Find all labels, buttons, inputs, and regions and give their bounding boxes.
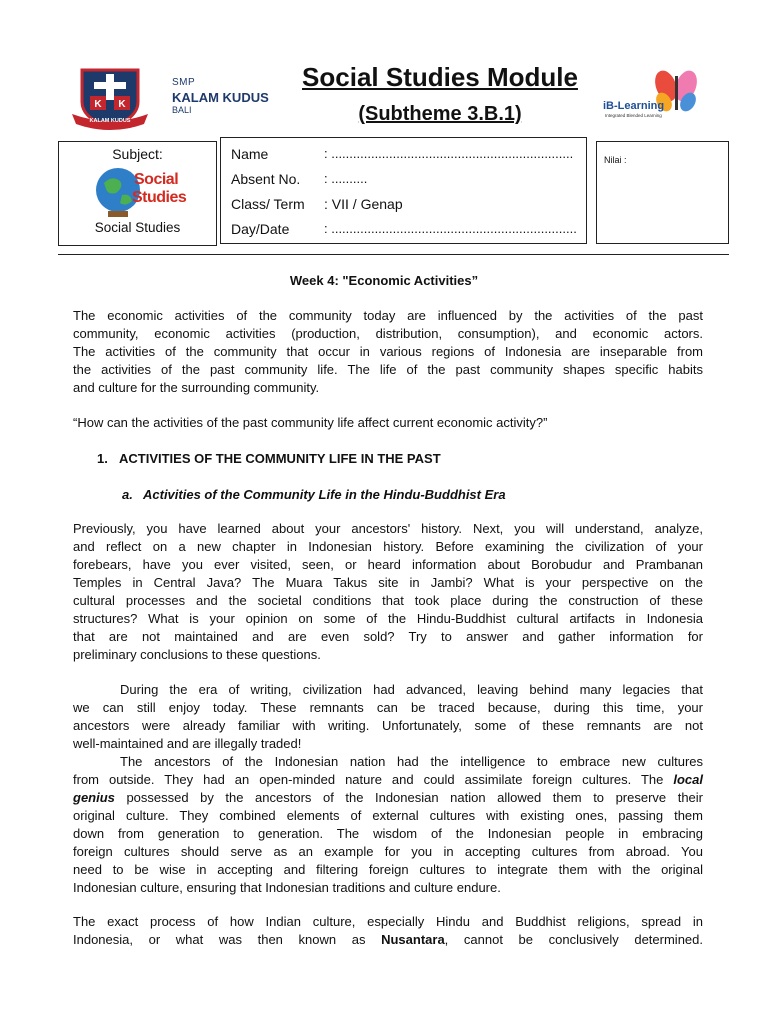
school-logo [70, 66, 150, 132]
paragraph-line: Previously, you have learned about your ancestors' history. Next, you will understand, analyze, [73, 521, 703, 536]
social-studies-logo [94, 165, 187, 219]
paragraph-line: original culture. They combined elements of external cultures with existing ones, passing them [73, 808, 703, 823]
school-location: BALI [172, 105, 192, 115]
svg-text:K: K [94, 99, 102, 110]
subject-label: Subject: [112, 146, 163, 162]
paragraph-4 [73, 913, 703, 949]
paragraph-line: During the era of writing, civilization had advanced, leaving behind many legacies that [120, 682, 703, 697]
paragraph-line: structures? What is your opinion on some of the Hindu-Buddhist cultural artifacts in Indonesia [73, 611, 703, 626]
info-label-name: Name [231, 146, 269, 162]
paragraph-line: well-maintained and are illegally traded! [73, 736, 302, 751]
paragraph-text: Indonesia, or what was then known as [73, 932, 382, 947]
subsection-heading-a [122, 486, 506, 504]
page-subtitle: (Subtheme 3.B.1) [358, 103, 522, 125]
paragraph-line: forebears, have you ever visited, seen, or heard information about Borobudur and Prambanan [73, 557, 703, 572]
section-heading-1 [97, 450, 441, 468]
intro-line: The activities of the community that occur in various regions of Indonesia are inseparable from [73, 344, 703, 359]
paragraph-line: cultural processes and the societal conditions that took place during the construction of these [73, 593, 703, 608]
ib-learning-sublabel: Integrated Blended Learning [605, 113, 662, 118]
section-number: 1. [97, 451, 108, 466]
paragraph-line: The exact process of how Indian culture, especially Hindu and Buddhist religions, spread in [73, 914, 703, 929]
header-divider [58, 254, 729, 255]
paragraph-line: foreign cultures should serve as an example for you in accepting cultures from abroad. You [73, 844, 703, 859]
page-title: Social Studies Module [302, 62, 578, 92]
logo-word-studies: Studies [132, 189, 187, 206]
school-name: KALAM KUDUS [172, 90, 269, 105]
school-tag: SMP [172, 77, 196, 88]
intro-line: community, economic activities (production, distribution, consumption), and economic actors. [73, 326, 703, 341]
info-field-absent[interactable]: : .......... [324, 171, 368, 186]
ib-learning-label: iB-Learning [603, 100, 665, 112]
paragraph-line [73, 771, 703, 789]
info-label-date: Day/Date [231, 221, 290, 237]
local-genius-term: genius [73, 790, 115, 805]
logo-word-social: Social [134, 171, 179, 188]
paragraph-line [73, 931, 703, 949]
subsection-number: a. [122, 487, 133, 502]
paragraph-line [73, 789, 703, 807]
info-field-date[interactable]: : .................................................................... [324, 221, 577, 236]
info-field-name[interactable]: : ................................................................... [324, 146, 574, 161]
paragraph-line: and reflect on a new chapter in Indonesian history. Before examining the civilization of your [73, 539, 703, 554]
intro-line: the activities of the past community life. The life of the past community shapes specific habits [73, 362, 703, 377]
paragraph-line: that are not maintained and are even sold? Try to answer and gather information for [73, 629, 703, 644]
paragraph-text: , cannot be conclusively determined. [444, 932, 703, 947]
score-box[interactable] [596, 141, 729, 244]
paragraph-line: The ancestors of the Indonesian nation had the intelligence to embrace new cultures [120, 754, 703, 769]
paragraph-3 [73, 753, 703, 897]
week-title: Week 4: "Economic Activities” [289, 273, 479, 288]
section-title: ACTIVITIES OF THE COMMUNITY LIFE IN THE PAST [119, 451, 441, 466]
info-field-class[interactable]: : VII / Genap [324, 196, 403, 212]
subject-name: Social Studies [94, 220, 181, 235]
student-info-box [220, 137, 587, 244]
subsection-title: Activities of the Community Life in the Hindu-Buddhist Era [143, 487, 506, 502]
paragraph-line: preliminary conclusions to these questions. [73, 647, 321, 662]
logo-ribbon-text: KALAM KUDUS [89, 118, 131, 124]
paragraph-line: ancestors were already familiar with writing. Unfortunately, some of these remnants are not [73, 718, 703, 733]
intro-line: and culture for the surrounding community. [73, 380, 320, 395]
guiding-question: “How can the activities of the past community life affect current economic activity?” [73, 415, 548, 430]
paragraph-line: Temples in Central Java? The Muara Takus site in Jambi? What is your perspective on the [73, 575, 703, 590]
nusantara-term: Nusantara [381, 932, 445, 947]
svg-text:K: K [118, 99, 126, 110]
intro-line: The economic activities of the community today are influenced by the activities of the past [73, 308, 703, 323]
intro-paragraph [73, 307, 703, 397]
paragraph-line: down from generation to generation. The wisdom of the Indonesian people in embracing [73, 826, 703, 841]
paragraph-line: we can still enjoy today. These remnants can be traced because, during this time, your [73, 700, 703, 715]
paragraph-line: Indonesian culture, ensuring that Indonesian traditions and culture endure. [73, 880, 501, 895]
paragraph-2 [73, 681, 703, 753]
info-label-absent: Absent No. [231, 171, 301, 187]
paragraph-text: possessed by the ancestors of the Indonesian nation allowed them to preserve their [114, 790, 703, 805]
paragraph-line: need to be wise in accepting and filtering foreign cultures to integrate them with the original [73, 862, 703, 877]
score-label: Nilai : [604, 155, 627, 165]
paragraph-text: from outside. They had an open-minded nature and could assimilate foreign cultures. The [73, 772, 674, 787]
subject-box [58, 141, 217, 246]
paragraph-1 [73, 520, 703, 664]
local-genius-term: local [673, 772, 703, 787]
info-label-class: Class/ Term [231, 196, 305, 212]
